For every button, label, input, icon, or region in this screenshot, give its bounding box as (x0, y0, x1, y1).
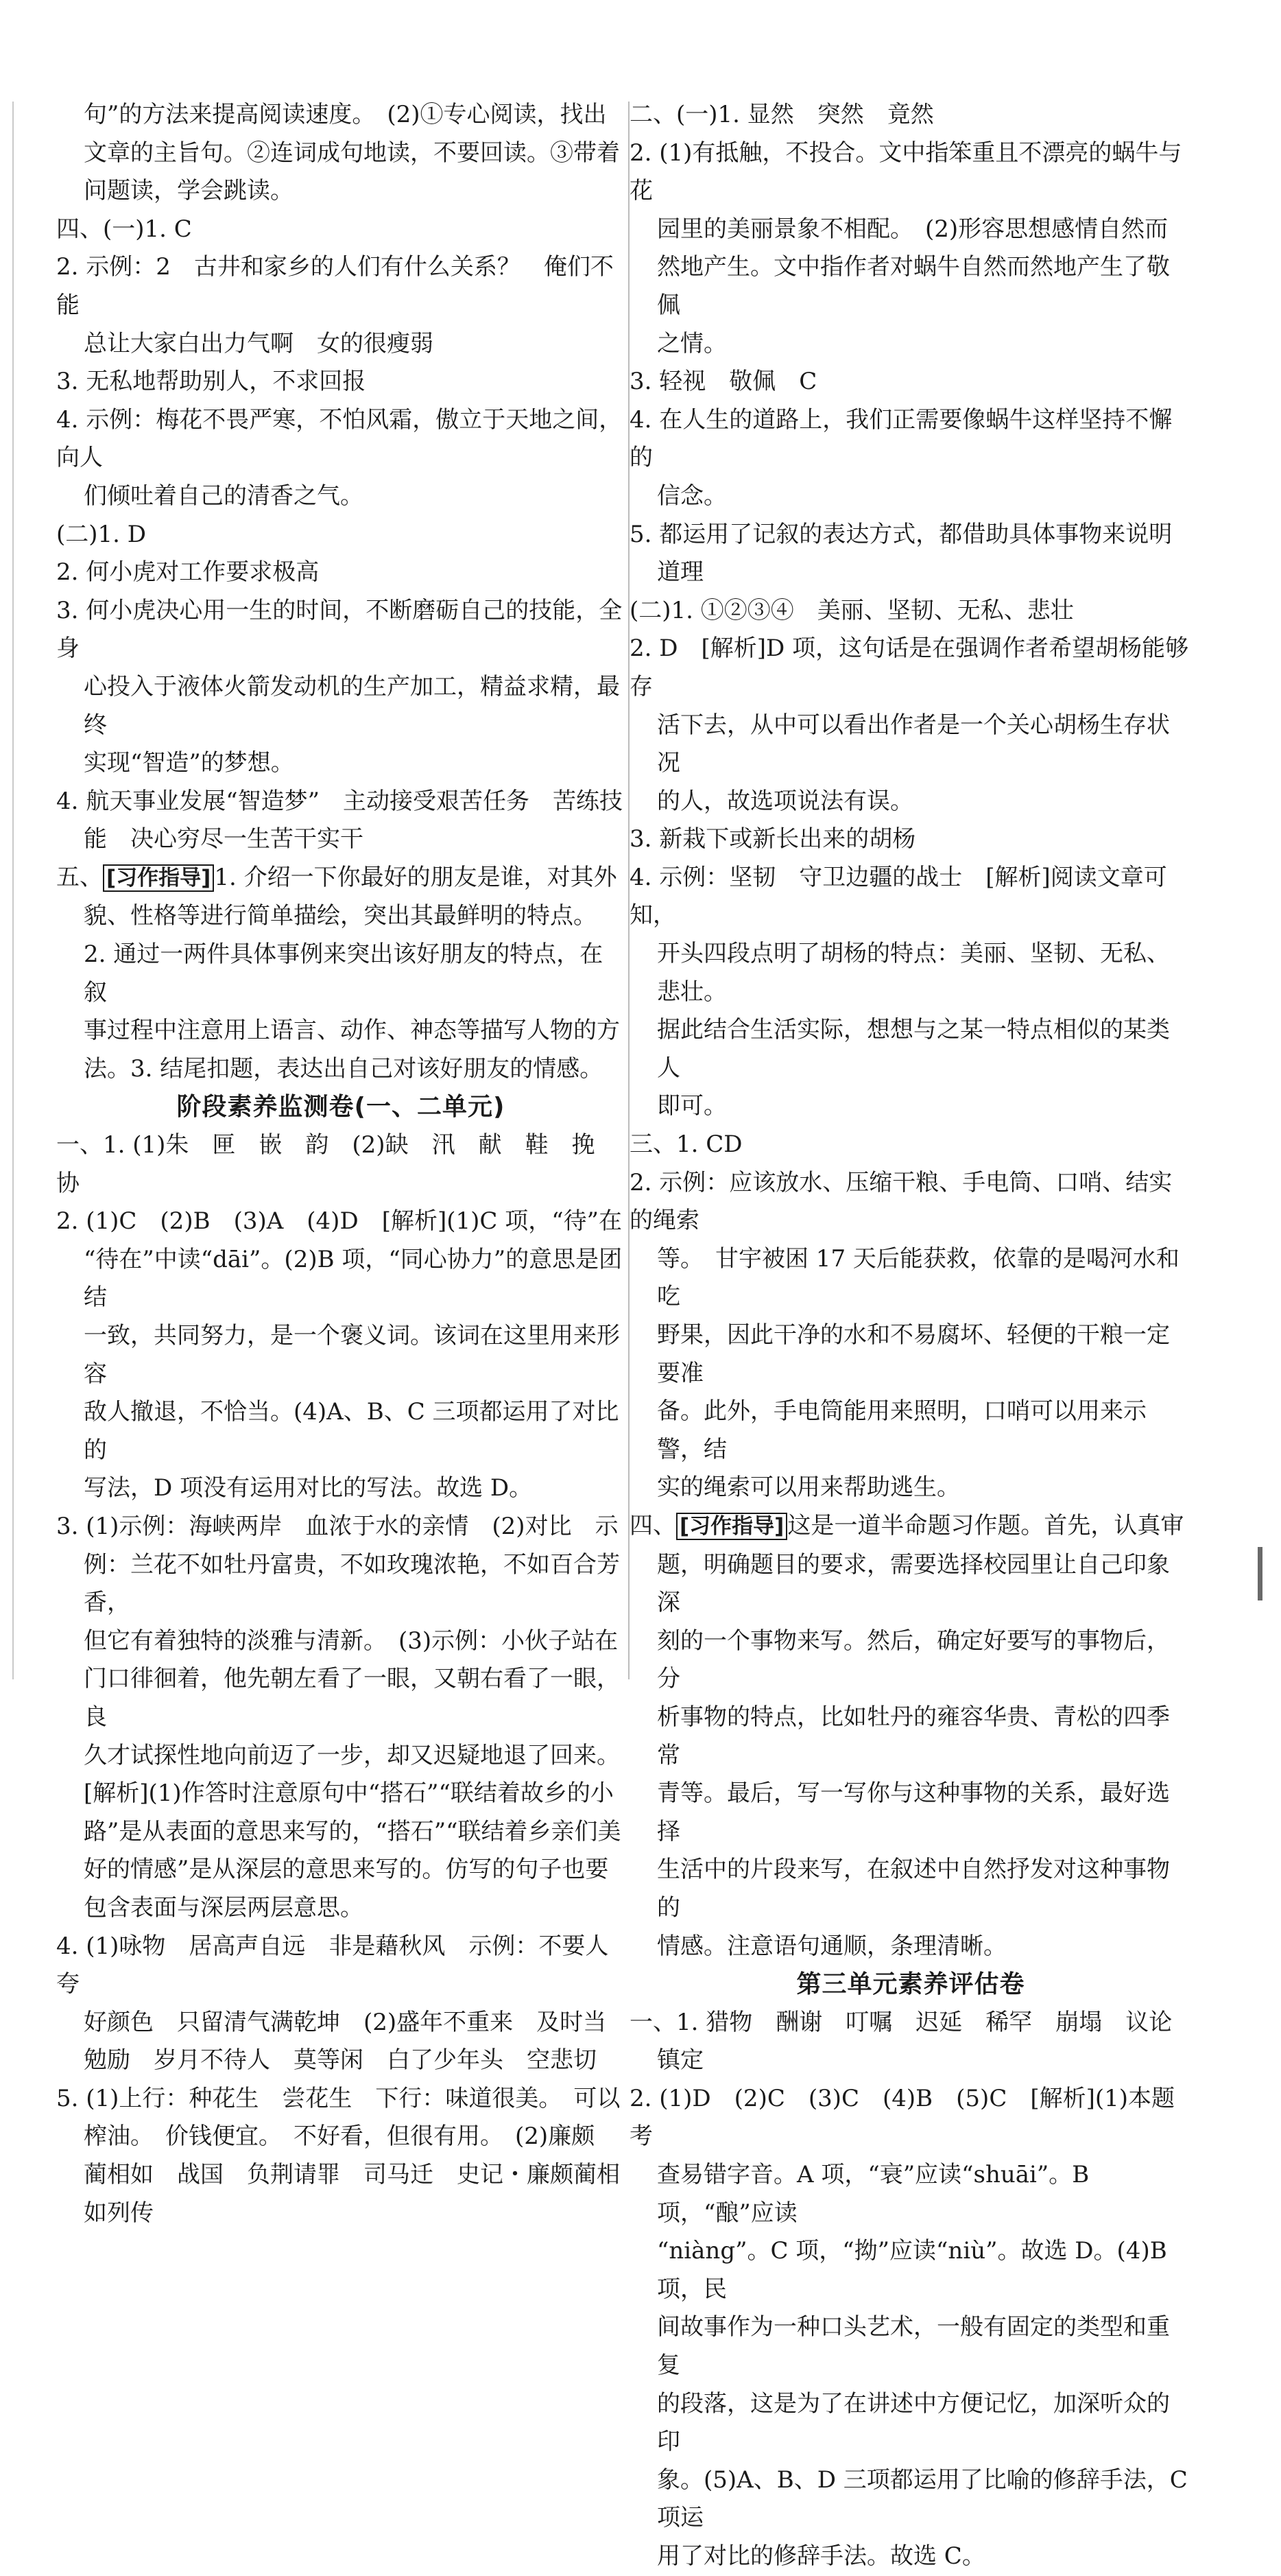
answer-line: “待在”中读“dāi”。(2)B 项，“同心协力”的意思是团结 (84, 1245, 623, 1312)
answer-line: 用了对比的修辞手法。故选 C。 (657, 2542, 985, 2570)
right-column (630, 96, 1192, 2576)
answer-line: [解析](1)作答时注意原句中“搭石”“联结着故乡的小 (84, 1780, 614, 1808)
left-column (56, 96, 625, 2232)
section-heading: 第三单元素养评估卷 (796, 1970, 1025, 1999)
answer-line: 文章的主旨句。②连词成句地读，不要回读。③带着 (84, 139, 620, 167)
answer-line: 2. (1)C (2)B (3)A (4)D [解析](1)C 项，“待”在 (56, 1207, 622, 1236)
answer-line: 写法，D 项没有运用对比的写法。故选 D。 (84, 1474, 533, 1502)
answer-line: 好的情感”是从深层的意思来写的。仿写的句子也要 (84, 1856, 609, 1884)
answer-line: “niàng”。C 项，“拗”应读“niù”。故选 D。(4)B 项，民 (657, 2237, 1167, 2303)
answer-line: 蔺相如 战国 负荆请罪 司马迁 史记・廉颇蔺相 (84, 2161, 620, 2189)
answer-line: 5. 都运用了记叙的表达方式，都借助具体事物来说明 (630, 520, 1173, 548)
answer-line: 的段落，这是为了在讲述中方便记忆，加深听众的印 (657, 2389, 1170, 2456)
answer-line (56, 859, 625, 898)
answer-line: 3. 何小虎决心用一生的时间，不断磨砺自己的技能，全身 (56, 596, 623, 663)
answer-line: 活下去，从中可以看出作者是一个关心胡杨生存状况 (657, 711, 1170, 777)
answer-line (630, 1507, 1192, 1546)
answer-line: 5. (1)上行：种花生 尝花生 下行：味道很美。 可以 (56, 2084, 621, 2112)
answer-line: 一致，共同努力，是一个褒义词。该词在这里用来形容 (84, 1322, 620, 1388)
answer-line: 2. 示例：2 古井和家乡的人们有什么关系？ 俺们不能 (56, 253, 614, 319)
answer-line: 析事物的特点，比如牡丹的雍容华贵、青松的四季常 (657, 1703, 1170, 1769)
answer-line: 好颜色 只留清气满乾坤 (2)盛年不重来 及时当 (84, 2008, 607, 2036)
answer-line: 信念。 (657, 482, 727, 510)
answer-line: 4. 示例：坚韧 守卫边疆的战士 [解析]阅读文章可知， (630, 863, 1167, 930)
answer-line: 貌、性格等进行简单描绘，突出其最鲜明的特点。 (84, 902, 597, 930)
answer-line: 2. 通过一两件具体事例来突出该好朋友的特点，在叙 (84, 941, 603, 1006)
item-number: 四、 (630, 1511, 676, 1539)
answer-line: 3. 新栽下或新长出来的胡杨 (630, 825, 916, 853)
answer-line: 野果，因此干净的水和不易腐坏、轻便的干粮一定要准 (657, 1321, 1170, 1387)
answer-line: 2. (1)D (2)C (3)C (4)B (5)C [解析](1)本题考 (630, 2084, 1175, 2151)
answer-line: 据此结合生活实际，想想与之某一特点相似的某类人 (657, 1016, 1170, 1082)
answer-line: 实的绳索可以用来帮助逃生。 (657, 1474, 960, 1502)
answer-line: 刻的一个事物来写。然后，确定好要写的事物后，分 (657, 1627, 1170, 1693)
answer-line: 开头四段点明了胡杨的特点：美丽、坚韧、无私、悲壮。 (657, 940, 1170, 1006)
answer-line: 然地产生。文中指作者对蜗牛自然而然地产生了敬佩 (657, 253, 1170, 319)
answer-line: 总让大家白出力气啊 女的很瘦弱 (84, 329, 433, 357)
answer-line: 之情。 (657, 329, 727, 357)
answer-line: 2. 示例：应该放水、压缩干粮、手电筒、口哨、结实的绳索 (630, 1168, 1173, 1235)
answer-line: 4. (1)咏物 居高声自远 非是藉秋风 示例：不要人夸 (56, 1932, 609, 1998)
answer-line: 备。此外，手电筒能用来照明，口哨可以用来示警，结 (657, 1397, 1147, 1463)
answer-line: 4. 在人生的道路上，我们正需要像蜗牛这样坚持不懈的 (630, 405, 1173, 472)
answer-line: 二、(一)1. 显然 突然 竟然 (630, 101, 934, 128)
answer-line: 查易错字音。A 项，“衰”应读“shuāi”。B 项，“酿”应读 (657, 2161, 1090, 2227)
answer-line: 榨油。 价钱便宜。 不好看，但很有用。 (2)廉颇 (84, 2123, 595, 2151)
answer-line: 久才试探性地向前迈了一步，却又迟疑地退了回来。 (84, 1741, 620, 1769)
edge-mark (1258, 1547, 1262, 1600)
answer-line: 镇定 (657, 2046, 704, 2075)
answer-line: 2. D [解析]D 项，这句话是在强调作者希望胡杨能够存 (630, 635, 1189, 700)
answer-line: 一、1. 猎物 酬谢 叮嘱 迟延 稀罕 崩塌 议论 (630, 2008, 1173, 2036)
guidance-tag: [习作指导] (103, 864, 214, 892)
answer-line: 法。3. 结尾扣题，表达出自己对该好朋友的情感。 (84, 1054, 603, 1083)
left-margin-rule (12, 102, 14, 1679)
answer-line: 生活中的片段来写，在叙述中自然抒发对这种事物的 (657, 1856, 1170, 1922)
answer-text: 1. 介绍一下你最好的朋友是谁，对其外 (214, 863, 617, 891)
answer-line: 一、1. (1)朱 匣 嵌 韵 (2)缺 汛 献 鞋 挽 协 (56, 1131, 619, 1197)
answer-line: 如列传 (84, 2199, 154, 2227)
answer-line: 实现“智造”的梦想。 (84, 749, 294, 777)
answer-line: 3. (1)示例：海峡两岸 血浓于水的亲情 (2)对比 示 (56, 1512, 619, 1540)
answer-line: 3. 轻视 敬佩 C (630, 368, 817, 396)
answer-line: 们倾吐着自己的清香之气。 (84, 482, 363, 510)
answer-text: 这是一道半命题习作题。首先，认真审 (787, 1511, 1184, 1539)
answer-line: 题，明确题目的要求，需要选择校园里让自己印象深 (657, 1550, 1170, 1617)
answer-line: 例：兰花不如牡丹富贵，不如玫瑰浓艳，不如百合芳香， (84, 1550, 620, 1617)
answer-line: 的人，故选项说法有误。 (657, 787, 913, 815)
answer-line: 4. 示例：梅花不畏严寒，不怕风霜，傲立于天地之间，向人 (56, 405, 623, 472)
answer-line: (二)1. ①②③④ 美丽、坚韧、无私、悲壮 (630, 596, 1074, 624)
answer-line: (二)1. D (56, 520, 147, 548)
answer-line: 4. 航天事业发展“智造梦” 主动接受艰苦任务 苦练技 (56, 787, 623, 815)
answer-line: 事过程中注意用上语言、动作、神态等描写人物的方 (84, 1017, 620, 1045)
item-number: 五、 (56, 863, 103, 891)
answer-line: 青等。最后，写一写你与这种事物的关系，最好选择 (657, 1780, 1170, 1845)
answer-line: 道理 (657, 558, 704, 587)
answer-line: 但它有着独特的淡雅与清新。 (3)示例：小伙子站在 (84, 1627, 619, 1655)
answer-line: 门口徘徊着，他先朝左看了一眼，又朝右看了一眼，良 (84, 1665, 620, 1731)
answer-line: 勉励 岁月不待人 莫等闲 白了少年头 空悲切 (84, 2046, 597, 2075)
answer-line: 句”的方法来提高阅读速度。 (2)①专心阅读，找出 (84, 101, 607, 128)
answer-line: 间故事作为一种口头艺术，一般有固定的类型和重复 (657, 2313, 1170, 2380)
answer-line: 2. 何小虎对工作要求极高 (56, 558, 320, 587)
answer-line: 能 决心穷尽一生苦干实干 (84, 825, 363, 853)
answer-line: 等。 甘宇被困 17 天后能获救，依靠的是喝河水和吃 (657, 1244, 1180, 1311)
answer-line: 路”是从表面的意思来写的，“搭石”“联结着乡亲们美 (84, 1817, 621, 1845)
answer-line: 心投入于液体火箭发动机的生产加工，精益求精，最终 (84, 672, 620, 739)
answer-line: 四、(一)1. C (56, 215, 192, 243)
answer-line: 敌人撤退，不恰当。(4)A、B、C 三项都运用了对比的 (84, 1398, 619, 1464)
answer-line: 问题读，学会跳读。 (84, 177, 294, 205)
answer-line: 即可。 (657, 1092, 727, 1120)
answer-line: 情感。注意语句通顺，条理清晰。 (657, 1932, 1007, 1960)
answer-line: 包含表面与深层两层意思。 (84, 1893, 363, 1922)
answer-line: 象。(5)A、B、D 三项都运用了比喻的修辞手法，C 项运 (657, 2466, 1188, 2532)
answer-line: 三、1. CD (630, 1131, 743, 1159)
answer-line: 园里的美丽景象不相配。 (2)形容思想感情自然而 (657, 215, 1169, 243)
answer-line: 3. 无私地帮助别人，不求回报 (56, 368, 366, 396)
answer-line: 2. (1)有抵触，不投合。文中指笨重且不漂亮的蜗牛与花 (630, 139, 1182, 205)
guidance-tag: [习作指导] (676, 1513, 787, 1540)
section-heading: 阶段素养监测卷(一、二单元) (176, 1093, 505, 1122)
